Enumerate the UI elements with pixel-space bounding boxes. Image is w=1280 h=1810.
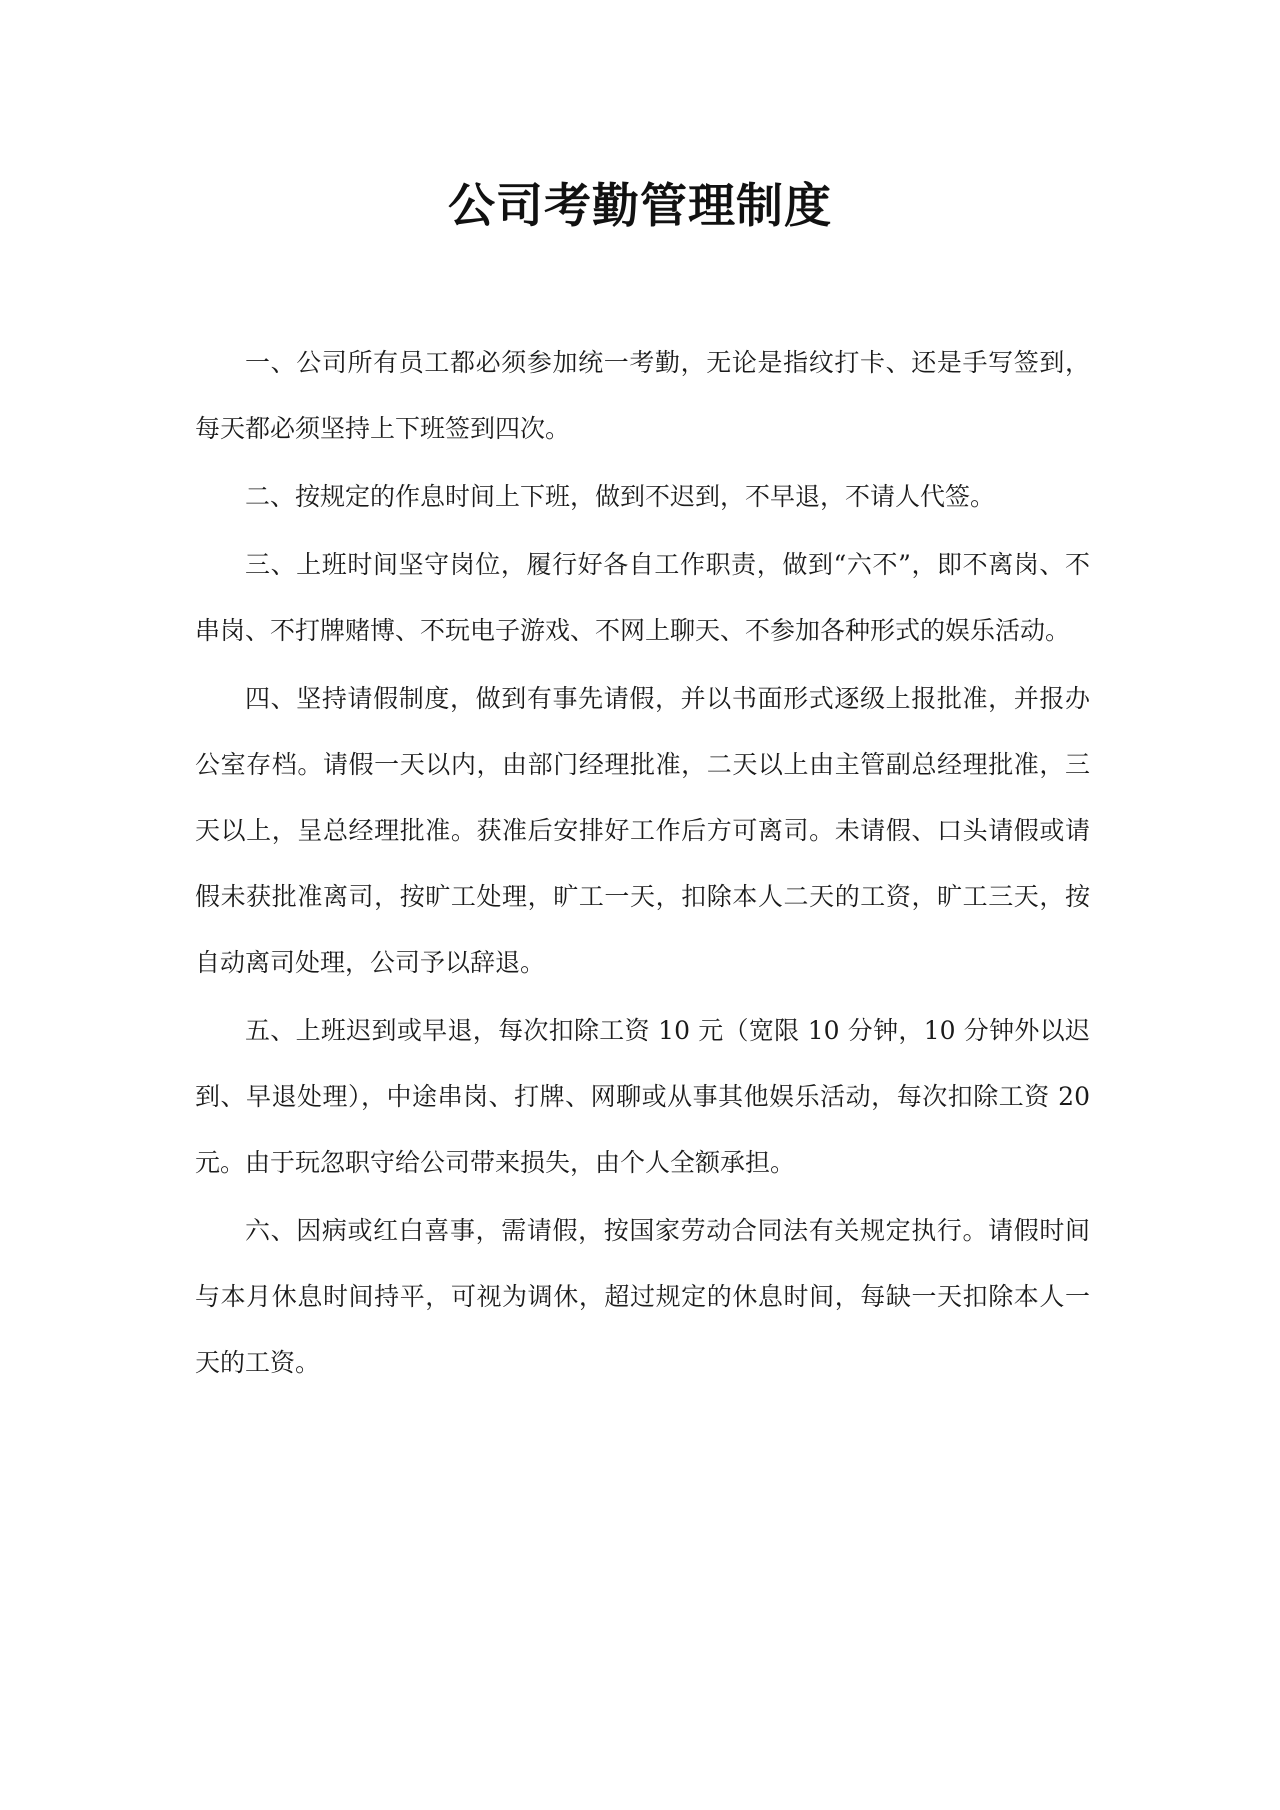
paragraph-5: 五、上班迟到或早退，每次扣除工资 10 元（宽限 10 分钟，10 分钟外以迟到、早退处理），中途串岗、打牌、网聊或从事其他娱乐活动，每次扣除工资 20 元。由于玩忽职守给公司带来损失，由个人全额承担。 [195, 1016, 1090, 1177]
paragraph-2: 二、按规定的作息时间上下班，做到不迟到，不早退，不请人代签。 [245, 482, 996, 511]
document-body [195, 330, 1090, 1398]
document-title: 公司考勤管理制度 [448, 179, 832, 234]
paragraph-3: 三、上班时间坚守岗位，履行好各自工作职责，做到“六不”，即不离岗、不串岗、不打牌赌博、不玩电子游戏、不网上聊天、不参加各种形式的娱乐活动。 [195, 550, 1090, 645]
paragraph-1: 一、公司所有员工都必须参加统一考勤，无论是指纹打卡、还是手写签到，每天都必须坚持上下班签到四次。 [195, 348, 1090, 443]
paragraph-6: 六、因病或红白喜事，需请假，按国家劳动合同法有关规定执行。请假时间与本月休息时间持平，可视为调休，超过规定的休息时间，每缺一天扣除本人一天的工资。 [195, 1216, 1090, 1377]
paragraph-4: 四、坚持请假制度，做到有事先请假，并以书面形式逐级上报批准，并报办公室存档。请假一天以内，由部门经理批准，二天以上由主管副总经理批准，三天以上，呈总经理批准。获准后安排好工作后方可离司。未请假、口头请假或请假未获批准离司，按旷工处理，旷工一天，扣除本人二天的工资，旷工三天，按自动离司处理，公司予以辞退。 [195, 684, 1090, 977]
